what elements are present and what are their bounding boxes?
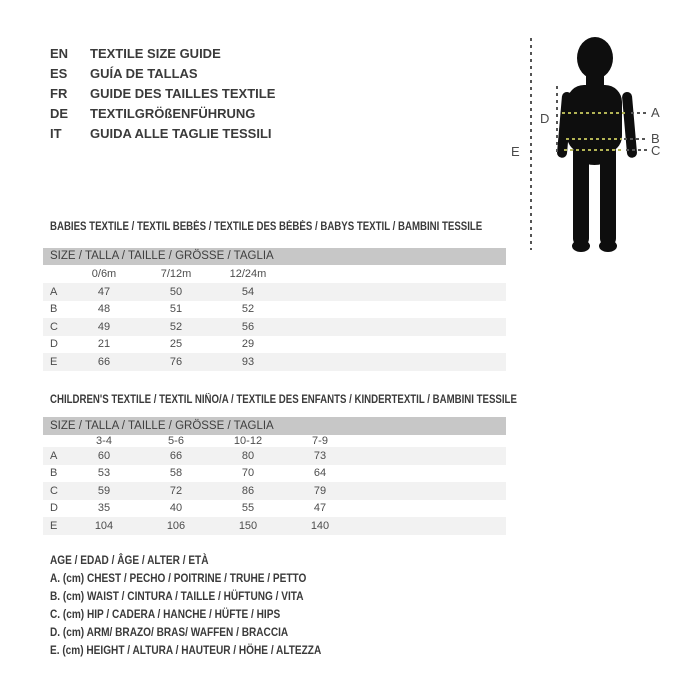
babies-table: [43, 248, 506, 371]
table-row: [43, 353, 506, 371]
chest-leader-a: [631, 112, 648, 114]
row-label: A: [50, 449, 58, 462]
cell: 76: [169, 355, 183, 368]
language-code: IT: [50, 126, 62, 141]
legend-arm: D. (cm) ARM/ BRAZO/ BRAS/ WAFFEN / BRACCIA: [50, 625, 289, 639]
language-title: TEXTILE SIZE GUIDE: [90, 46, 221, 61]
language-list: [50, 44, 275, 144]
table-row: [43, 447, 506, 465]
cell: 140: [310, 519, 330, 532]
column-header: 10-12: [233, 435, 263, 447]
height-line-e: [530, 38, 532, 250]
chest-line-a: [562, 112, 628, 114]
cell: 53: [97, 467, 111, 480]
column-header-row: [43, 265, 506, 283]
waist-label-b: B: [651, 131, 660, 146]
waist-line-b: [566, 138, 622, 140]
right-foot-shape: [599, 240, 617, 252]
height-label-e: E: [511, 144, 520, 159]
legend-waist: B. (cm) WAIST / CINTURA / TAILLE / HÜFTUNG / VITA: [50, 589, 304, 603]
cell: 106: [166, 519, 186, 532]
row-label: B: [50, 467, 58, 480]
language-row-fr: [50, 84, 275, 104]
cell: 93: [241, 355, 255, 368]
language-title: GUÍA DE TALLAS: [90, 66, 198, 81]
babies-section-title: BABIES TEXTILE / TEXTIL BEBÉS / TEXTILE DES BÉBÉS / BABYS TEXTIL / BAMBINI TESSILE: [50, 221, 483, 233]
children-section-title: CHILDREN'S TEXTILE / TEXTIL NIÑO/A / TEXTILE DES ENFANTS / KINDERTEXTIL / BAMBINI TESSILE: [50, 394, 517, 406]
left-foot-shape: [572, 240, 590, 252]
table-row: [43, 336, 506, 354]
language-code: EN: [50, 46, 69, 61]
language-row-es: [50, 64, 275, 84]
language-title: GUIDE DES TAILLES TEXTILE: [90, 86, 276, 101]
cell: 86: [241, 484, 255, 497]
head-shape: [577, 37, 613, 79]
column-header: 12/24m: [229, 268, 267, 280]
row-label: E: [50, 519, 58, 532]
cell: 59: [97, 484, 111, 497]
legend-age: AGE / EDAD / ÂGE / ALTER / ETÀ: [50, 553, 209, 567]
language-code: ES: [50, 66, 68, 81]
hip-label-c: C: [651, 143, 661, 158]
legend-chest: A. (cm) CHEST / PECHO / POITRINE / TRUHE / PETTO: [50, 571, 307, 585]
cell: 56: [241, 320, 255, 333]
cell: 104: [94, 519, 114, 532]
cell: 21: [97, 338, 111, 351]
cell: 72: [169, 484, 183, 497]
hip-line-c: [564, 149, 624, 151]
table-row: [43, 283, 506, 301]
column-header: 7/12m: [160, 268, 192, 280]
row-label: B: [50, 303, 58, 316]
cell: 70: [241, 467, 255, 480]
cell: 52: [169, 320, 183, 333]
arm-label-d: D: [540, 111, 550, 126]
column-header: 0/6m: [91, 268, 117, 280]
hip-leader-c: [626, 149, 648, 151]
row-label: A: [50, 285, 58, 298]
size-header-bar: SIZE / TALLA / TAILLE / GRÖSSE / TAGLIA: [43, 417, 506, 435]
waist-leader-b: [624, 138, 648, 140]
arm-line-d: [556, 86, 558, 152]
column-header: 7-9: [312, 435, 328, 447]
column-header: 3-4: [96, 435, 112, 447]
language-code: FR: [50, 86, 68, 101]
cell: 80: [241, 449, 255, 462]
measurement-legend: [50, 551, 373, 659]
row-label: D: [50, 338, 58, 351]
right-leg-shape: [600, 144, 616, 246]
cell: 66: [169, 449, 183, 462]
language-row-it: [50, 124, 275, 144]
legend-height: E. (cm) HEIGHT / ALTURA / HAUTEUR / HÖHE / ALTEZZA: [50, 643, 322, 657]
cell: 49: [97, 320, 111, 333]
cell: 25: [169, 338, 183, 351]
table-row: [43, 500, 506, 518]
language-row-en: [50, 44, 275, 64]
cell: 66: [97, 355, 111, 368]
children-table: [43, 417, 506, 535]
table-row: [43, 517, 506, 535]
cell: 50: [169, 285, 183, 298]
cell: 35: [97, 502, 111, 515]
cell: 150: [238, 519, 258, 532]
table-row: [43, 301, 506, 319]
cell: 29: [241, 338, 255, 351]
cell: 79: [313, 484, 327, 497]
language-code: DE: [50, 106, 69, 121]
table-row: [43, 482, 506, 500]
cell: 40: [169, 502, 183, 515]
table-row: [43, 318, 506, 336]
cell: 47: [97, 285, 111, 298]
row-label: D: [50, 502, 58, 515]
language-title: TEXTILGRÖßENFÜHRUNG: [90, 106, 256, 121]
table-row: [43, 465, 506, 483]
cell: 64: [313, 467, 327, 480]
chest-label-a: A: [651, 105, 660, 120]
row-label: C: [50, 320, 58, 333]
cell: 52: [241, 303, 255, 316]
cell: 58: [169, 467, 183, 480]
language-title: GUIDA ALLE TAGLIE TESSILI: [90, 126, 272, 141]
language-row-de: [50, 104, 275, 124]
size-header-bar: SIZE / TALLA / TAILLE / GRÖSSE / TAGLIA: [43, 248, 506, 265]
cell: 60: [97, 449, 111, 462]
cell: 55: [241, 502, 255, 515]
row-label: E: [50, 355, 58, 368]
cell: 51: [169, 303, 183, 316]
column-header-row: [43, 435, 506, 447]
cell: 73: [313, 449, 327, 462]
child-silhouette: [556, 34, 640, 256]
legend-hip: C. (cm) HIP / CADERA / HANCHE / HÜFTE / HIPS: [50, 607, 281, 621]
row-label: C: [50, 484, 58, 497]
left-leg-shape: [573, 144, 589, 246]
cell: 54: [241, 285, 255, 298]
cell: 47: [313, 502, 327, 515]
column-header: 5-6: [168, 435, 184, 447]
cell: 48: [97, 303, 111, 316]
